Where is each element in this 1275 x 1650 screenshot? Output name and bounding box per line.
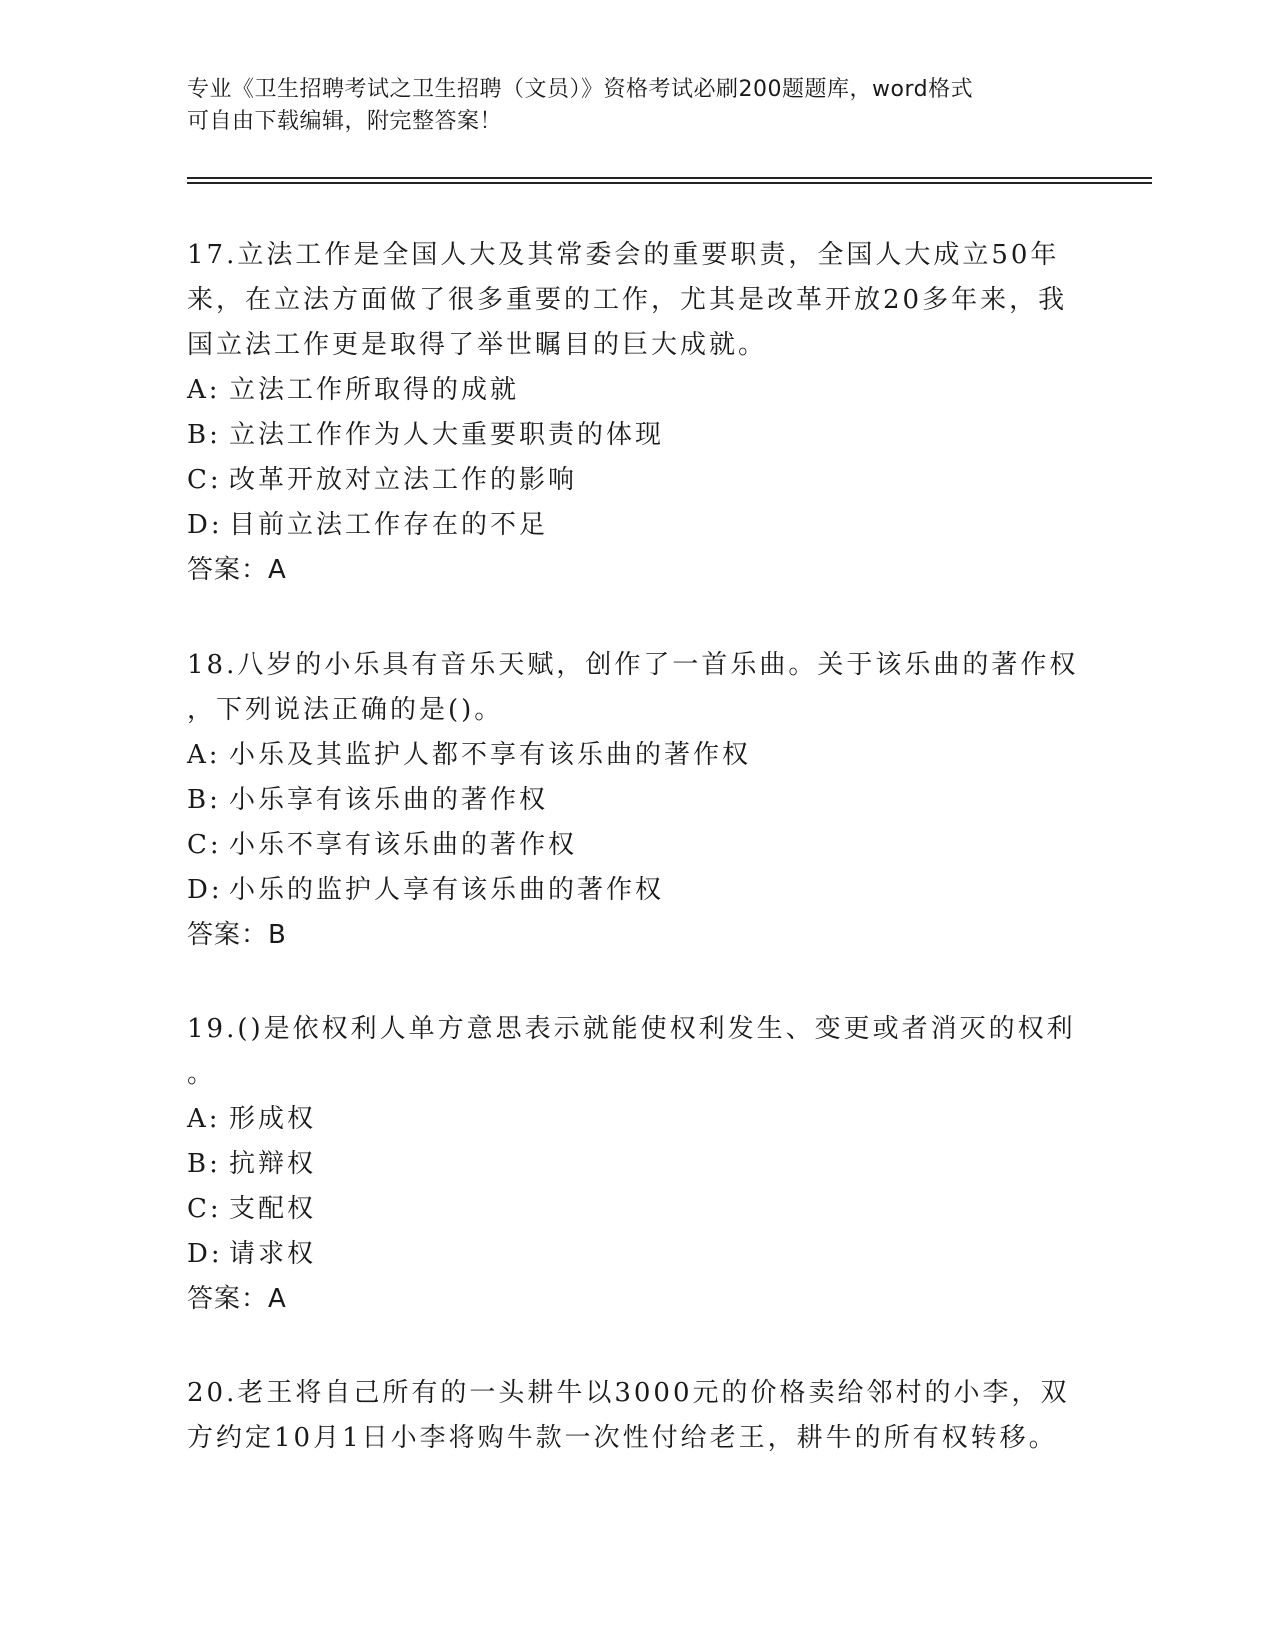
option-text: 立法工作所取得的成就 [229,375,520,405]
option-d [187,503,1087,548]
option-key: A: [187,375,221,405]
document-header [187,74,1087,138]
question-stem-line: ，下列说法正确的是()。 [187,695,504,725]
option-d [187,1232,1087,1277]
option-text: 目前立法工作存在的不足 [229,510,549,540]
option-a [187,368,1087,413]
question-stem-line: 17.立法工作是全国人大及其常委会的重要职责，全国人大成立50年 [187,240,1060,270]
question-stem-line: 18.八岁的小乐具有音乐天赋，创作了一首乐曲。关于该乐曲的著作权 [187,650,1079,680]
option-key: B: [187,420,221,450]
header-divider-bottom [187,182,1152,184]
answer-line: 答案：B [187,920,287,950]
header-title-line-2: 可自由下载编辑，附完整答案！ [187,109,503,134]
answer-line: 答案：A [187,555,287,585]
option-key: A: [187,740,221,770]
option-b [187,778,1087,823]
option-key: D: [187,875,223,905]
option-key: D: [187,1239,223,1269]
question-19 [187,1007,1087,1322]
option-c [187,823,1087,868]
option-c [187,458,1087,503]
question-20 [187,1371,1087,1461]
option-text: 形成权 [229,1104,317,1134]
question-stem-line: 来，在立法方面做了很多重要的工作，尤其是改革开放20多年来，我 [187,285,1068,315]
option-a [187,733,1087,778]
option-key: B: [187,785,221,815]
option-text: 请求权 [229,1239,317,1269]
option-text: 小乐享有该乐曲的著作权 [229,785,549,815]
option-key: B: [187,1149,221,1179]
option-key: D: [187,510,223,540]
option-c [187,1187,1087,1232]
option-key: C: [187,465,222,495]
option-key: C: [187,830,222,860]
option-key: C: [187,1194,222,1224]
option-text: 小乐不享有该乐曲的著作权 [229,830,578,860]
option-text: 改革开放对立法工作的影响 [229,465,578,495]
question-18 [187,643,1087,958]
question-stem-line: 国立法工作更是取得了举世瞩目的巨大成就。 [187,330,768,360]
option-a [187,1097,1087,1142]
header-divider-top [187,177,1152,179]
option-text: 小乐的监护人享有该乐曲的著作权 [229,875,665,905]
option-text: 小乐及其监护人都不享有该乐曲的著作权 [229,740,752,770]
option-text: 支配权 [229,1194,317,1224]
option-d [187,868,1087,913]
answer-line: 答案：A [187,1284,287,1314]
question-stem-line: 。 [187,1059,217,1089]
option-text: 抗辩权 [229,1149,317,1179]
question-17 [187,233,1087,593]
question-stem-line: 20.老王将自己所有的一头耕牛以3000元的价格卖给邻村的小李，双 [187,1378,1070,1408]
question-stem-line: 方约定10月1日小李将购牛款一次性付给老王，耕牛的所有权转移。 [187,1423,1058,1453]
header-title-line-1: 专业《卫生招聘考试之卫生招聘（文员）》资格考试必刷200题题库，word格式 [187,77,974,102]
option-key: A: [187,1104,221,1134]
option-b [187,413,1087,458]
question-stem-line: 19.()是依权利人单方意思表示就能使权利发生、变更或者消灭的权利 [187,1014,1076,1044]
option-text: 立法工作作为人大重要职责的体现 [229,420,665,450]
option-b [187,1142,1087,1187]
